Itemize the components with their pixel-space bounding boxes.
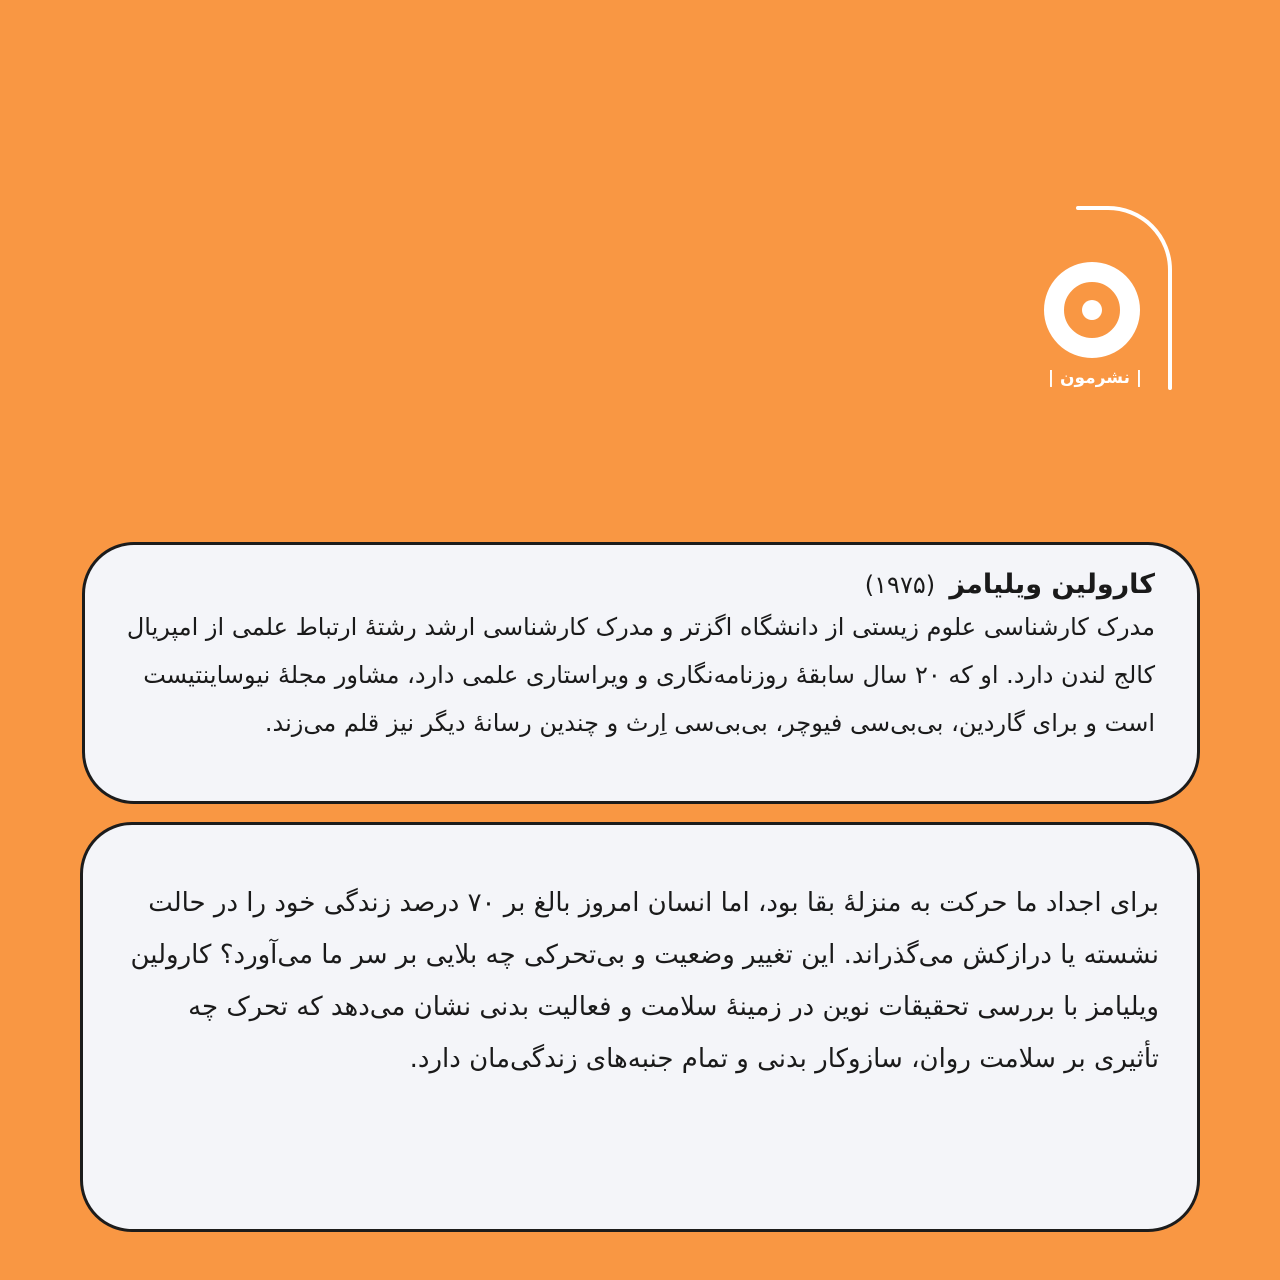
author-bio-text: مدرک کارشناسی علوم زیستی از دانشگاه اگزتر و مدرک کارشناسی ارشد رشتهٔ ارتباط علمی از امپریال کالج لندن دارد. او که ۲۰ سال سابقهٔ روزنامه‌نگاری و ویراستاری علمی دارد، مشاور مجلهٔ نیوساینتیست است و برای گاردین، بی‌بی‌سی فیوچر، بی‌بی‌سی اِرث و چندین رسانهٔ دیگر نیز قلم می‌زند. — [126, 613, 1155, 737]
book-summary-text: برای اجداد ما حرکت به منزلهٔ بقا بود، اما انسان امروز بالغ بر ۷۰ درصد زندگی خود را در حالت نشسته یا درازکش می‌گذراند. این تغییر وضعیت و بی‌تحرکی چه بلایی بر سر ما می‌آورد؟ کارولین ویلیامز با بررسی تحقیقات نوین در زمینهٔ سلامت و فعالیت بدنی نشان می‌دهد که تحرک چه تأثیری بر سلامت روان، سازوکار بدنی و تمام جنبه‌های زندگی‌مان دارد. — [130, 888, 1159, 1074]
publisher-logo — [1040, 196, 1180, 406]
book-summary-card — [80, 822, 1200, 1232]
author-name: کارولین ویلیامز — [949, 569, 1155, 600]
author-bio-card — [82, 542, 1200, 804]
author-birth-year: (۱۹۷۵) — [864, 571, 936, 599]
author-heading — [125, 567, 1155, 603]
logo-emblem-icon — [1040, 196, 1180, 396]
publisher-name: | نشرمون | — [1047, 368, 1143, 388]
